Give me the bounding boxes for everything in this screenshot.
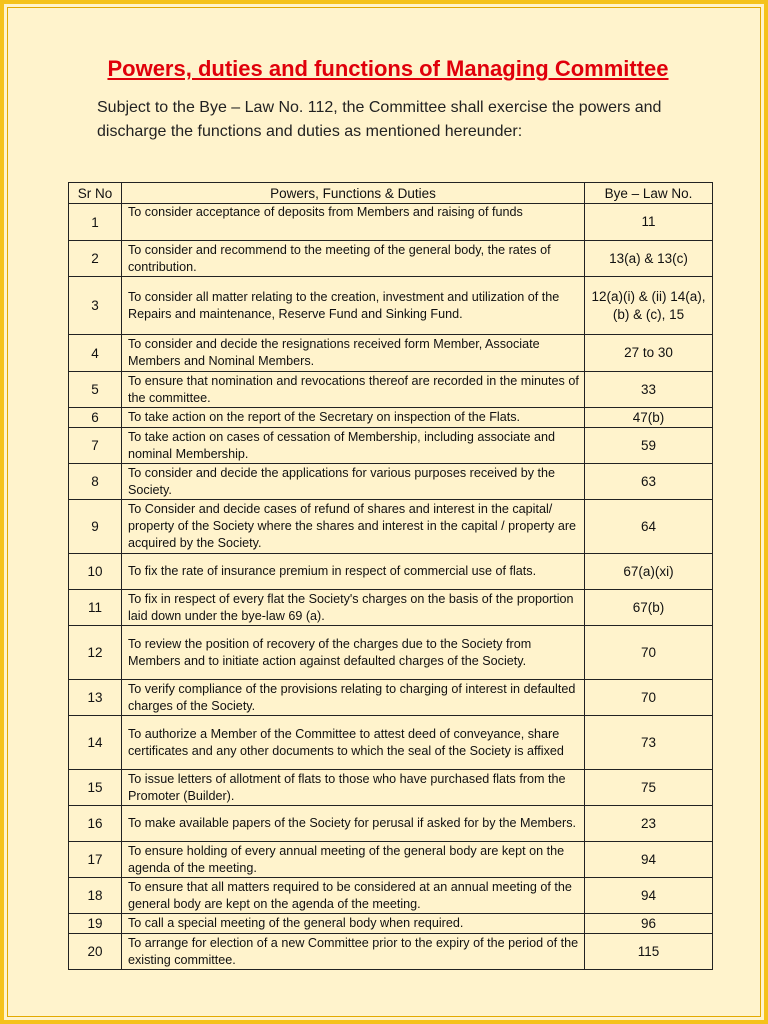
row-sr: 11: [69, 590, 122, 626]
row-text: To fix the rate of insurance premium in respect of commercial use of flats.: [122, 554, 585, 590]
table-row: [69, 277, 713, 335]
row-text: To ensure that all matters required to be considered at an annual meeting of the general body are kept on the agenda of the meeting.: [122, 878, 585, 914]
row-sr: 18: [69, 878, 122, 914]
row-sr: 20: [69, 934, 122, 970]
row-law: 27 to 30: [585, 335, 713, 372]
row-text: To review the position of recovery of the charges due to the Society from Members and to initiate action against defaulted charges of the Society.: [122, 626, 585, 680]
row-law: 12(a)(i) & (ii) 14(a),(b) & (c), 15: [585, 277, 713, 335]
row-law: 94: [585, 842, 713, 878]
row-text: To take action on the report of the Secretary on inspection of the Flats.: [122, 408, 585, 428]
row-sr: 6: [69, 408, 122, 428]
row-text: To verify compliance of the provisions relating to charging of interest in defaulted charges of the Society.: [122, 680, 585, 716]
table-row: [69, 241, 713, 277]
row-text: To take action on cases of cessation of Membership, including associate and nominal Membership.: [122, 428, 585, 464]
table-row: [69, 878, 713, 914]
table-row: [69, 806, 713, 842]
row-sr: 8: [69, 464, 122, 500]
row-sr: 9: [69, 500, 122, 554]
row-sr: 1: [69, 204, 122, 241]
row-law: 96: [585, 914, 713, 934]
row-law: 70: [585, 680, 713, 716]
row-sr: 2: [69, 241, 122, 277]
row-sr: 12: [69, 626, 122, 680]
row-sr: 14: [69, 716, 122, 770]
row-sr: 5: [69, 372, 122, 408]
page-title: Powers, duties and functions of Managing Committee: [107, 56, 669, 81]
table-row: [69, 408, 713, 428]
row-text: To authorize a Member of the Committee to attest deed of conveyance, share certificates and any other documents to which the seal of the Society is affixed: [122, 716, 585, 770]
row-law: 47(b): [585, 408, 713, 428]
table-row: [69, 372, 713, 408]
intro-paragraph: Subject to the Bye – Law No. 112, the Committee shall exercise the powers and discharge the functions and duties as mentioned hereunder:: [97, 99, 662, 140]
table-row: [69, 934, 713, 970]
row-text: To Consider and decide cases of refund of shares and interest in the capital/ property of the Society where the shares and interest in the capital / property are acquired by the Society.: [122, 500, 585, 554]
row-text: To consider and decide the resignations received form Member, Associate Members and Nominal Members.: [122, 335, 585, 372]
table-row: [69, 428, 713, 464]
row-law: 73: [585, 716, 713, 770]
header-sr-no: Sr No: [69, 183, 122, 204]
table-row: [69, 590, 713, 626]
row-sr: 16: [69, 806, 122, 842]
header-powers: Powers, Functions & Duties: [122, 183, 585, 204]
row-sr: 19: [69, 914, 122, 934]
row-text: To consider and recommend to the meeting of the general body, the rates of contribution.: [122, 241, 585, 277]
row-law: 13(a) & 13(c): [585, 241, 713, 277]
row-law: 63: [585, 464, 713, 500]
row-law: 115: [585, 934, 713, 970]
row-text: To issue letters of allotment of flats to those who have purchased flats from the Promoter (Builder).: [122, 770, 585, 806]
row-law: 59: [585, 428, 713, 464]
table-row: [69, 500, 713, 554]
row-text: To consider and decide the applications for various purposes received by the Society.: [122, 464, 585, 500]
row-law: 70: [585, 626, 713, 680]
row-text: To ensure holding of every annual meeting of the general body are kept on the agenda of the meeting.: [122, 842, 585, 878]
row-text: To make available papers of the Society for perusal if asked for by the Members.: [122, 806, 585, 842]
row-text: To call a special meeting of the general body when required.: [122, 914, 585, 934]
header-bye-law: Bye – Law No.: [585, 183, 713, 204]
row-sr: 4: [69, 335, 122, 372]
table-row: [69, 626, 713, 680]
row-sr: 17: [69, 842, 122, 878]
row-sr: 10: [69, 554, 122, 590]
table-row: [69, 842, 713, 878]
row-law: 11: [585, 204, 713, 241]
row-text: To fix in respect of every flat the Society's charges on the basis of the proportion laid down under the bye-law 69 (a).: [122, 590, 585, 626]
table-row: [69, 914, 713, 934]
row-law: 75: [585, 770, 713, 806]
row-law: 64: [585, 500, 713, 554]
row-text: To consider acceptance of deposits from Members and raising of funds: [122, 204, 585, 241]
row-sr: 13: [69, 680, 122, 716]
row-sr: 3: [69, 277, 122, 335]
table-row: [69, 204, 713, 241]
row-text: To arrange for election of a new Committee prior to the expiry of the period of the existing committee.: [122, 934, 585, 970]
table-row: [69, 464, 713, 500]
table-row: [69, 335, 713, 372]
row-text: To consider all matter relating to the creation, investment and utilization of the Repairs and maintenance, Reserve Fund and Sinking Fund.: [122, 277, 585, 335]
row-text: To ensure that nomination and revocations thereof are recorded in the minutes of the committee.: [122, 372, 585, 408]
row-law: 23: [585, 806, 713, 842]
table-header-row: [69, 183, 713, 204]
table-row: [69, 680, 713, 716]
row-law: 67(a)(xi): [585, 554, 713, 590]
table-row: [69, 716, 713, 770]
committee-powers-table: [68, 182, 713, 970]
row-law: 67(b): [585, 590, 713, 626]
table-row: [69, 554, 713, 590]
row-sr: 15: [69, 770, 122, 806]
row-sr: 7: [69, 428, 122, 464]
row-law: 94: [585, 878, 713, 914]
table-row: [69, 770, 713, 806]
row-law: 33: [585, 372, 713, 408]
